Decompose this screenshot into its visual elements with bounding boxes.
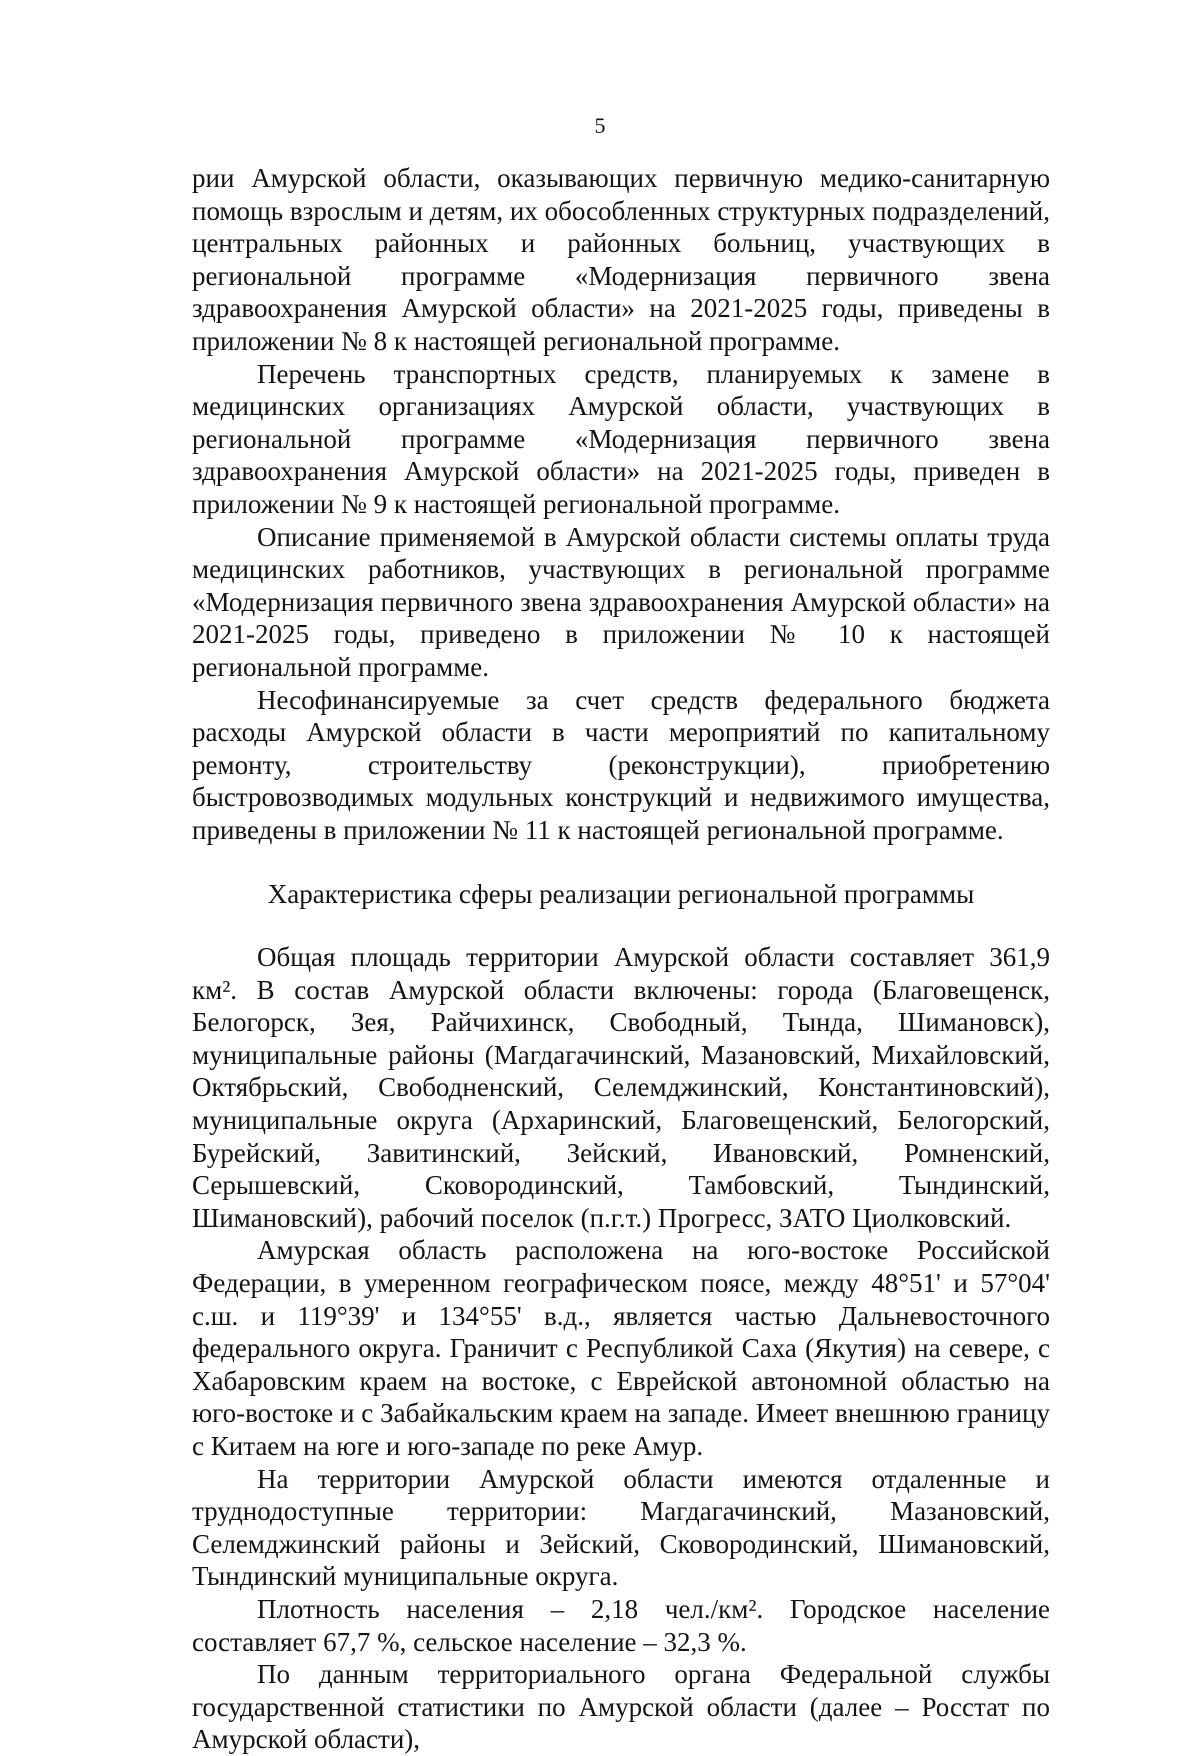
page-number: 5 <box>594 113 606 138</box>
document-body <box>192 162 1050 1756</box>
paragraph-population-density: Плотность населения – 2,18 чел./км². Городское население составляет 67,7 %, сельское население – 32,3 %. <box>192 1593 1050 1657</box>
paragraph-appendix-8: рии Амурской области, оказывающих первичную медико-санитарную помощь взрослым и детям, их обособленных структурных подразделений, центральных районных и районных больниц, участвующих в региональной программе «Модернизация первичного звена здравоохранения Амурской области» на 2021-2025 годы, приведены в приложении № 8 к настоящей региональной программе. <box>192 163 1050 356</box>
paragraph-geography: Амурская область расположена на юго-востоке Российской Федерации, в умеренном географическом поясе, между 48°51' и 57°04' с.ш. и 119°39' и 134°55' в.д., является частью Дальневосточного федерального округа. Граничит с Республикой Саха (Якутия) на севере, с Хабаровским краем на востоке, с Еврейской автономной областью на юго-востоке и с Забайкальским краем на западе. Имеет внешнюю границу с Китаем на юге и юго-западе по реке Амур. <box>192 1235 1050 1461</box>
paragraph-territory-area: Общая площадь территории Амурской области составляет 361,9 км². В состав Амурской области включены: города (Благовещенск, Белогорск, Зея, Райчихинск, Свободный, Тында, Шимановск), муниципальные районы (Магдагачинский, Мазановский, Михайловский, Октябрьский, Свободненский, Селемджинский, Константиновский), муниципальные округа (Архаринский, Благовещенский, Белогорский, Бурейский, Завитинский, Зейский, Ивановский, Ромненский, Серышевский, Сковородинский, Тамбовский, Тындинский, Шимановский), рабочий поселок (п.г.т.) Прогресс, ЗАТО Циолковский. <box>192 942 1050 1233</box>
paragraph-remote-territories: На территории Амурской области имеются отдаленные и труднодоступные территории: Магдагачинский, Мазановский, Селемджинский районы и Зейский, Сковородинский, Шимановский, Тындинский муниципальные округа. <box>192 1463 1050 1592</box>
paragraph-rosstat: По данным территориального органа Федеральной службы государственной статистики по Амурской области (далее – Росстат по Амурской области), <box>192 1659 1050 1755</box>
section-title: Характеристика сферы реализации региональной программы <box>267 879 975 910</box>
paragraph-appendix-10: Описание применяемой в Амурской области системы оплаты труда медицинских работников, участвующих в региональной программе «Модернизация первичного звена здравоохранения Амурской области» на 2021-2025 годы, приведено в приложении № 10 к настоящей региональной программе. <box>192 521 1050 682</box>
paragraph-appendix-11: Несофинансируемые за счет средств федерального бюджета расходы Амурской области в части мероприятий по капитальному ремонту, строительству (реконструкции), приобретению быстровозводимых модульных конструкций и недвижимого имущества, приведены в приложении № 11 к настоящей региональной программе. <box>192 684 1050 845</box>
paragraph-appendix-9: Перечень транспортных средств, планируемых к замене в медицинских организациях Амурской области, участвующих в региональной программе «Модернизация первичного звена здравоохранения Амурской области» на 2021-2025 годы, приведен в приложении № 9 к настоящей региональной программе. <box>192 358 1050 519</box>
